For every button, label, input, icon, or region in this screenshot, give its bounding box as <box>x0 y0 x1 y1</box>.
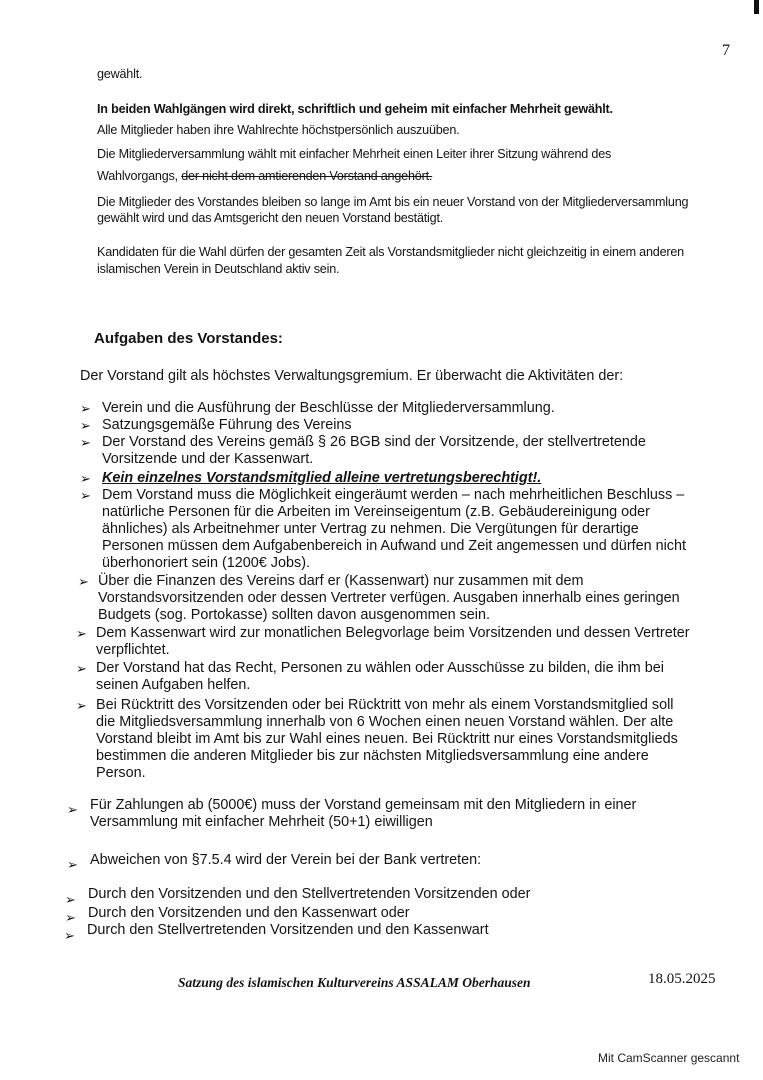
bullet-arrow-icon: ➢ <box>80 435 91 450</box>
bullet-10-line-0: Abweichen von §7.5.4 wird der Verein bei der Bank vertreten: <box>90 852 482 868</box>
intro-line-6: gewählt wird und das Amtsgericht den neuen Vorstand bestätigt. <box>97 211 444 225</box>
bullet-3-line-0: Kein einzelnes Vorstandsmitglied alleine vertretungsberechtigt!. <box>102 470 542 486</box>
intro-bold-line: In beiden Wahlgängen wird direkt, schriftlich und geheim mit einfacher Mehrheit gewählt. <box>97 102 613 116</box>
bullet-arrow-icon: ➢ <box>80 418 91 433</box>
bullet-8-line-3: bestimmen die anderen Mitglieder bis zur nächsten Mitgliedsversammlung eine andere <box>96 748 649 764</box>
bullet-13-line-0: Durch den Stellvertretenden Vorsitzenden und den Kassenwart <box>87 922 489 938</box>
bullet-9-line-0: Für Zahlungen ab (5000€) muss der Vorstand gemeinsam mit den Mitgliedern in einer <box>90 797 637 813</box>
bullet-arrow-icon: ➢ <box>76 626 87 641</box>
intro-line-4 <box>97 168 432 184</box>
intro-line-8: islamischen Verein in Deutschland aktiv sein. <box>97 262 340 276</box>
bullet-4-line-0: Dem Vorstand muss die Möglichkeit eingeräumt werden – nach mehrheitlichen Beschluss – <box>102 487 685 503</box>
bullet-8-line-2: Vorstand bleibt im Amt bis zur Wahl eines neuen. Bei Rücktritt nur eines Vorstandsmitglieds <box>96 731 678 747</box>
bullet-5-line-2: Budgets (sog. Portokasse) sollten davon ausgenommen sein. <box>98 607 490 623</box>
bullet-4-line-1: natürliche Personen für die Arbeiten im Vereinseigentum (z.B. Gebäudereinigung oder <box>102 504 650 520</box>
bullet-8-line-1: die Mitgliedsversammlung innerhalb von 6 Wochen einen neuen Vorstand wählen. Der alte <box>96 714 674 730</box>
bullet-0-line-0: Verein und die Ausführung der Beschlüsse der Mitgliederversammlung. <box>102 400 555 416</box>
bullet-arrow-icon: ➢ <box>67 857 78 872</box>
intro-line-5: Die Mitglieder des Vorstandes bleiben so lange im Amt bis ein neuer Vorstand von der Mitgliederversammlung <box>97 195 689 209</box>
bullet-arrow-icon: ➢ <box>65 910 76 925</box>
footer-title: Satzung des islamischen Kulturvereins ASSALAM Oberhausen <box>178 975 531 990</box>
bullet-11-line-0: Durch den Vorsitzenden und den Stellvertretenden Vorsitzenden oder <box>88 886 531 902</box>
bullet-arrow-icon: ➢ <box>80 401 91 416</box>
bullet-7-line-0: Der Vorstand hat das Recht, Personen zu wählen oder Ausschüsse zu bilden, die ihm bei <box>96 660 664 676</box>
intro-line-4-start: Wahlvorgangs, <box>97 169 182 183</box>
bullet-arrow-icon: ➢ <box>80 488 91 503</box>
intro-line-7: Kandidaten für die Wahl dürfen der gesamten Zeit als Vorstandsmitglieder nicht gleichzeitig in einem anderen <box>97 245 684 259</box>
bullet-8-line-0: Bei Rücktritt des Vorsitzenden oder bei Rücktritt von mehr als einem Vorstandsmitglied soll <box>96 697 674 713</box>
intro-line-4-struck: der nicht dem amtierenden Vorstand angehört. <box>181 169 433 183</box>
bullet-4-line-4: überhonoriert sein (1200€ Jobs). <box>102 555 310 571</box>
bullet-5-line-1: Vorstandsvorsitzenden oder dessen Vertreter verfügen. Ausgaben innerhalb eines geringen <box>98 590 680 606</box>
intro-line-1: gewählt. <box>97 67 143 81</box>
section-heading: Aufgaben des Vorstandes: <box>94 330 283 347</box>
bullet-arrow-icon: ➢ <box>76 698 87 713</box>
bullet-6-line-0: Dem Kassenwart wird zur monatlichen Belegvorlage beim Vorsitzenden und dessen Vertreter <box>96 625 690 641</box>
bullet-arrow-icon: ➢ <box>76 661 87 676</box>
bullet-2-line-0: Der Vorstand des Vereins gemäß § 26 BGB sind der Vorsitzende, der stellvertretende <box>102 434 646 450</box>
bullet-7-line-1: seinen Aufgaben helfen. <box>96 677 251 693</box>
bullet-2-line-1: Vorsitzende und der Kassenwart. <box>102 451 314 467</box>
bullet-arrow-icon: ➢ <box>64 928 75 943</box>
bullet-6-line-1: verpflichtet. <box>96 642 170 658</box>
page-number: 7 <box>722 42 730 59</box>
intro-line-3: Die Mitgliederversammlung wählt mit einfacher Mehrheit einen Leiter ihrer Sitzung während des <box>97 147 612 161</box>
bullet-arrow-icon: ➢ <box>67 802 78 817</box>
lead-paragraph: Der Vorstand gilt als höchstes Verwaltungsgremium. Er überwacht die Aktivitäten der: <box>80 368 624 384</box>
bullet-arrow-icon: ➢ <box>65 892 76 907</box>
bullet-4-line-3: Personen müssen dem Aufgabenbereich in Aufwand und Zeit angemessen und dürfen nicht <box>102 538 687 554</box>
bullet-12-line-0: Durch den Vorsitzenden und den Kassenwart oder <box>88 905 410 921</box>
footer-date: 18.05.2025 <box>648 971 716 987</box>
bullet-8-line-4: Person. <box>96 765 146 781</box>
intro-line-2: Alle Mitglieder haben ihre Wahlrechte höchstpersönlich auszuüben. <box>97 123 460 137</box>
scan-edge-mark <box>754 0 759 14</box>
bullet-5-line-0: Über die Finanzen des Vereins darf er (Kassenwart) nur zusammen mit dem <box>98 573 584 589</box>
bullet-9-line-1: Versammlung mit einfacher Mehrheit (50+1) eiwilligen <box>90 814 433 830</box>
camscanner-watermark: Mit CamScanner gescannt <box>598 1051 740 1065</box>
bullet-arrow-icon: ➢ <box>80 471 91 486</box>
bullet-4-line-2: ähnliches) als Arbeitnehmer unter Vertrag zu nehmen. Die Vergütungen für derartige <box>102 521 639 537</box>
bullet-1-line-0: Satzungsgemäße Führung des Vereins <box>102 417 352 433</box>
bullet-arrow-icon: ➢ <box>78 574 89 589</box>
